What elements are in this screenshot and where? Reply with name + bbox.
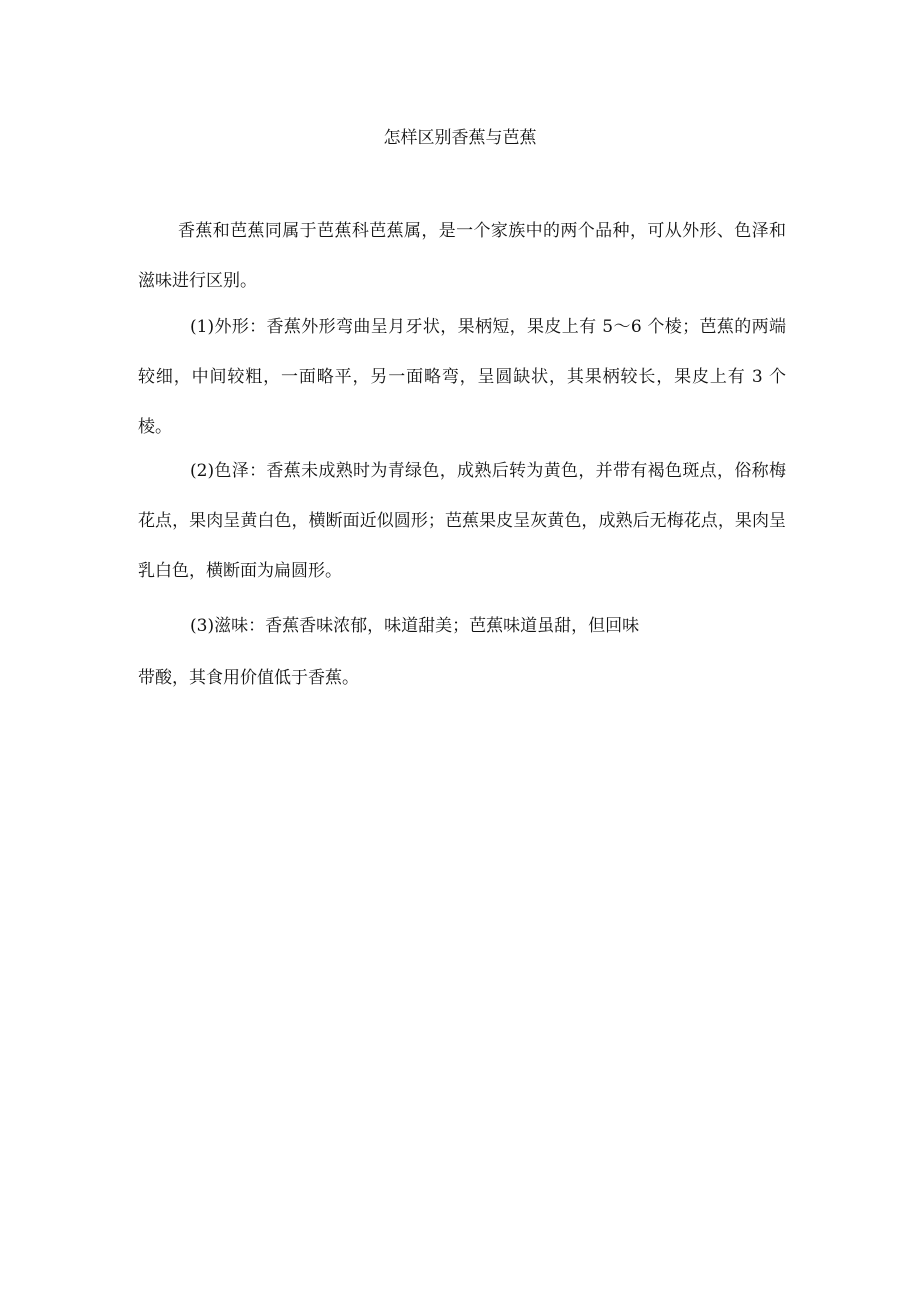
taste-paragraph-line-2: 带酸，其食用价值低于香蕉。 bbox=[138, 668, 359, 688]
color-paragraph: (2)色泽：香蕉未成熟时为青绿色，成熟后转为黄色，并带有褐色斑点，俗称梅花点，果肉呈黄白色，横断面近似圆形；芭蕉果皮呈灰黄色，成熟后无梅花点，果肉呈乳白色，横断面为扁圆形。 bbox=[138, 461, 786, 581]
intro-paragraph: 香蕉和芭蕉同属于芭蕉科芭蕉属，是一个家族中的两个品种，可从外形、色泽和滋味进行区别。 bbox=[138, 221, 786, 291]
shape-paragraph: (1)外形：香蕉外形弯曲呈月牙状，果柄短，果皮上有 5～6 个棱；芭蕉的两端较细，中间较粗，一面略平，另一面略弯，呈圆缺状，其果柄较长，果皮上有 3 个棱。 bbox=[138, 317, 786, 437]
document-title: 怎样区别香蕉与芭蕉 bbox=[383, 128, 537, 148]
taste-paragraph-line-1: (3)滋味：香蕉香味浓郁，味道甜美；芭蕉味道虽甜，但回味 bbox=[190, 616, 640, 636]
